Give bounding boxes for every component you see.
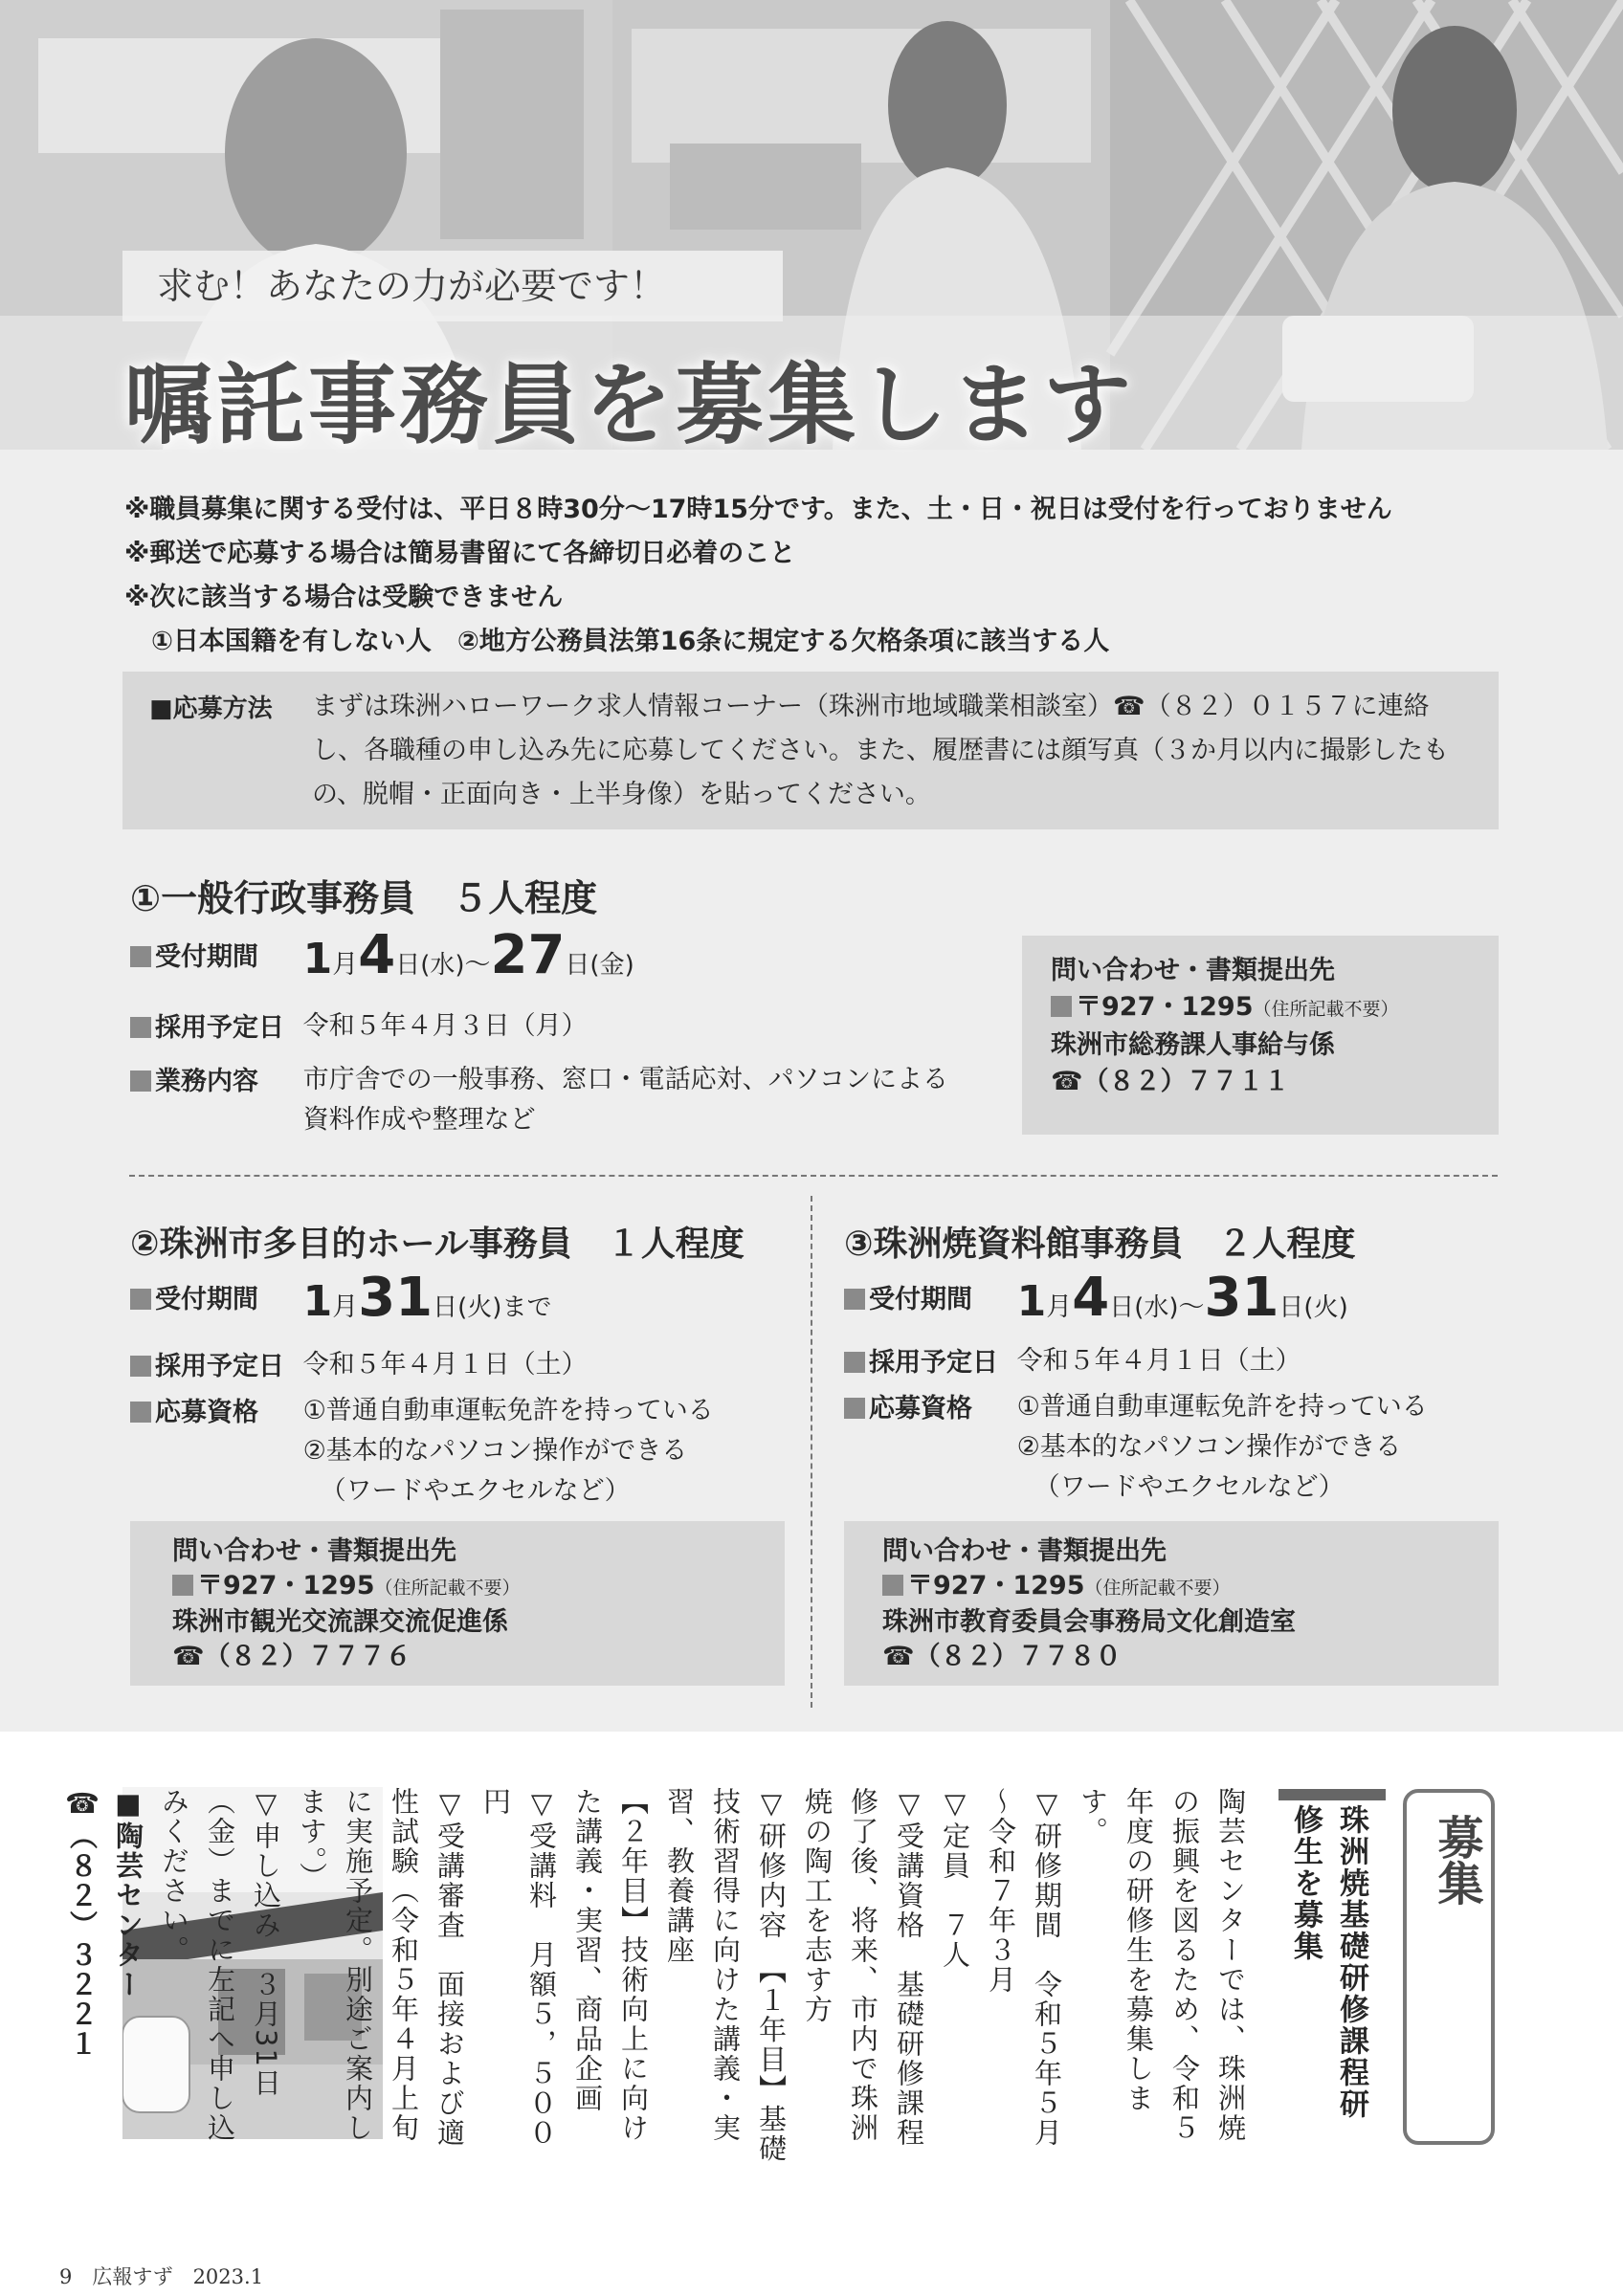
divider-vertical [811, 1196, 812, 1708]
day-end: 31 [1204, 1267, 1279, 1329]
job1-hire-row [130, 1006, 588, 1047]
job1-contact-box [1022, 936, 1499, 1135]
job2-qual-row [130, 1391, 714, 1512]
bullet-square [130, 946, 151, 967]
month: 1 [302, 935, 333, 983]
day-start: 4 [358, 924, 396, 986]
apply-method-box [122, 672, 1499, 829]
zip-code: 〒927・1295 [197, 1571, 375, 1601]
contact-heading: 問い合わせ・書類提出先 [172, 1536, 456, 1566]
contact-dept: 珠洲市観光交流課交流促進係 [172, 1607, 508, 1637]
contact-heading: 問い合わせ・書類提出先 [882, 1536, 1167, 1566]
day-end: 31 [358, 1267, 434, 1329]
hire-date: 令和５年４月１日（土） [302, 1350, 588, 1380]
bullet-square [130, 1402, 151, 1423]
duty-label: 業務内容 [155, 1067, 258, 1096]
hire-label: 採用予定日 [869, 1348, 998, 1378]
weekday-start: 日(水) [395, 951, 465, 980]
qual-item: ①普通自動車運転免許を持っている [302, 1396, 714, 1425]
contact-dept: 珠洲市総務課人事給与係 [1051, 1030, 1335, 1060]
job3-contact-box [844, 1521, 1499, 1686]
recruit-screening: ▽受講審査 面接および適性試験（令和５年４月上旬に実施予定。別途ご案内します。） [296, 1787, 466, 2148]
month-unit: 月 [1046, 1292, 1073, 1322]
bullet-square [130, 1289, 151, 1310]
weekday-end: 日(火)まで [433, 1293, 552, 1322]
month-unit: 月 [332, 950, 359, 980]
qual-item: ①普通自動車運転免許を持っている [1016, 1392, 1428, 1422]
month-unit: 月 [332, 1292, 359, 1322]
qual-item: ②基本的なパソコン操作ができる [302, 1436, 688, 1466]
bullet-square [130, 1071, 151, 1092]
recruit-body [66, 1787, 1254, 2170]
bullet-square [844, 1398, 865, 1419]
notes-list [124, 488, 1392, 664]
contact-tel: ☎（８２）７７７６ [172, 1642, 411, 1671]
bullet-square [172, 1575, 193, 1596]
note-item: ※次に該当する場合は受験できません [124, 583, 564, 612]
zip-note: （住所記載不要） [1253, 999, 1399, 1020]
hire-label: 採用予定日 [155, 1352, 284, 1381]
job3-title: ③珠洲焼資料館事務員 ２人程度 [844, 1225, 1356, 1264]
recruit-badge [1403, 1789, 1495, 2145]
qual-label: 応募資格 [869, 1394, 972, 1424]
weekday-end: 日(火) [1278, 1293, 1348, 1322]
bullet-square [1051, 996, 1072, 1017]
hire-date: 令和５年４月１日（土） [1016, 1346, 1301, 1376]
recruit-period: ▽研修期間 令和５年５月～令和７年３月 [985, 1787, 1063, 2148]
recruit-apply: ▽申し込み ３月31日（金）までに左記へ申し込みください。 [158, 1787, 282, 2143]
job1-title: ①一般行政事務員 ５人程度 [130, 877, 598, 919]
recruit-intro: 陶芸センターでは、珠洲焼の振興を図るため、令和５年度の研修生を募集します。 [1077, 1787, 1247, 2143]
recruit-title: 珠洲焼基礎研修課程研修生を募集 [1288, 1804, 1368, 2120]
topic-bar [1278, 1789, 1386, 1800]
day-start: 4 [1072, 1267, 1110, 1329]
recruit-fee: ▽受講料 月額５，５００円 [479, 1787, 558, 2148]
bullet-square [130, 1017, 151, 1038]
badge-text: 募集 [1430, 1814, 1483, 1906]
day-end: 27 [490, 924, 566, 986]
contact-tel: ☎（８２）７７１１ [1051, 1067, 1290, 1096]
note-item: ※郵送で応募する場合は簡易書留にて各締切日必着のこと [124, 539, 796, 568]
period-label: 受付期間 [155, 1285, 258, 1314]
hire-date: 令和５年４月３日（月） [302, 1011, 588, 1041]
bullet-square [882, 1575, 903, 1596]
page-title: 嘱託事務員を募集します [124, 354, 1136, 456]
month: 1 [1016, 1277, 1047, 1326]
job1-duty-row [130, 1060, 991, 1140]
range-sep: ～ [1178, 1292, 1205, 1322]
qual-item: （ワードやエクセルなど） [320, 1476, 631, 1506]
contact-tel: ☎（８２）７７８０ [882, 1642, 1122, 1671]
recruit-capacity: ▽定員 ７人 [939, 1787, 971, 1970]
job3-qual-row [844, 1387, 1428, 1508]
recruit-content-2: 【２年目】技術向上に向けた講義・実習、商品企画 [571, 1787, 650, 2143]
job2-contact-box [130, 1521, 785, 1686]
hire-label: 採用予定日 [155, 1013, 284, 1043]
bullet-square [844, 1289, 865, 1310]
qual-label: 応募資格 [155, 1398, 258, 1427]
bullet-square [130, 1356, 151, 1377]
page-footer: 9 広報すず 2023.1 [59, 2265, 264, 2288]
zip-note: （住所記載不要） [374, 1578, 521, 1599]
apply-method-label: ■応募方法 [149, 695, 273, 723]
bullet-square [844, 1352, 865, 1373]
apply-method-text: まずは珠洲ハローワーク求人情報コーナー（珠洲市地域職業相談室）☎（８２）０１５７に連絡し、各職種の申し込み先に応募してください。また、履歴書には顔写真（３か月以内に撮影したもの、脱帽・正面向き・上半身像）を貼ってください。 [312, 692, 1449, 809]
recruit-content-1: ▽研修内容 【１年目】基礎技術習得に向けた講義・実習、教養講座 [663, 1787, 788, 2164]
duty-text: 市庁舎での一般事務、窓口・電話応対、パソコンによる資料作成や整理など [302, 1065, 949, 1135]
zip-note: （住所記載不要） [1084, 1578, 1231, 1599]
recruit-contact-tel: ☎（８２）３２２１ [66, 1787, 99, 2059]
qual-item: （ワードやエクセルなど） [1034, 1472, 1345, 1502]
job3-hire-row [844, 1341, 1301, 1381]
weekday-start: 日(水) [1109, 1293, 1179, 1322]
recruit-contact-name: ■陶芸センター [112, 1787, 145, 1999]
contact-heading: 問い合わせ・書類提出先 [1051, 956, 1335, 985]
job2-hire-row [130, 1345, 588, 1385]
weekday-end: 日(金) [565, 951, 634, 980]
zip-code: 〒927・1295 [907, 1571, 1085, 1601]
job2-period-row [130, 1267, 552, 1329]
period-label: 受付期間 [869, 1285, 972, 1314]
note-item: ①日本国籍を有しない人 ②地方公務員法第16条に規定する欠格条項に該当する人 [151, 627, 1110, 656]
contact-dept: 珠洲市教育委員会事務局文化創造室 [882, 1607, 1296, 1637]
job1-period-row [130, 924, 634, 986]
month: 1 [302, 1277, 333, 1326]
job3-period-row [844, 1267, 1348, 1329]
range-sep: ～ [464, 950, 491, 980]
tagline: 求む！あなたの力が必要です！ [122, 251, 783, 321]
divider-horizontal [129, 1175, 1498, 1177]
period-label: 受付期間 [155, 942, 258, 972]
recruit-eligibility: ▽受講資格 基礎研修課程修了後、将来、市内で珠洲焼の陶工を志す方 [801, 1787, 925, 2148]
job2-title: ②珠洲市多目的ホール事務員 １人程度 [130, 1225, 745, 1264]
zip-code: 〒927・1295 [1076, 992, 1254, 1022]
qual-item: ②基本的なパソコン操作ができる [1016, 1432, 1402, 1462]
note-item: ※職員募集に関する受付は、平日８時30分～17時15分です。また、土・日・祝日は受付を行っておりません [124, 495, 1392, 524]
